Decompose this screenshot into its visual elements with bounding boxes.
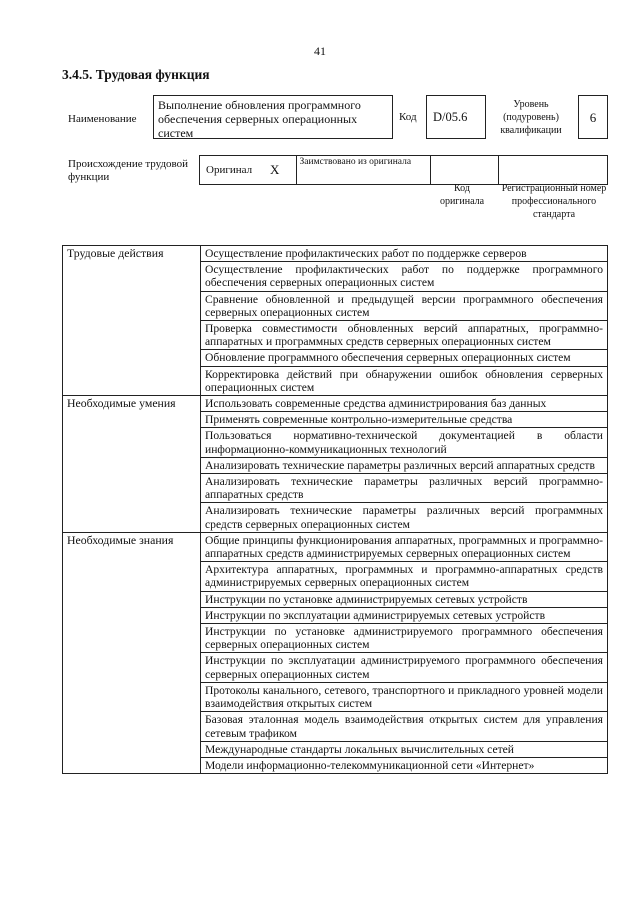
qualification-level-value: 6 bbox=[578, 95, 608, 139]
code-original-cell bbox=[431, 156, 499, 184]
item-cell: Инструкции по эксплуатации администрируемого программного обеспечения серверных операционных систем bbox=[201, 653, 608, 682]
function-table bbox=[62, 245, 608, 774]
item-cell: Сравнение обновленной и предыдущей версии программного обеспечения серверных операционных систем bbox=[201, 291, 608, 320]
origin-label: Происхождение трудовой функции bbox=[68, 158, 189, 183]
item-cell: Базовая эталонная модель взаимодействия открытых систем для управления сетевым трафиком bbox=[201, 712, 608, 741]
page-number: 41 bbox=[314, 44, 326, 58]
item-cell: Проверка совместимости обновленных версий аппаратных, программно-аппаратных и программных средств серверных операционных систем bbox=[201, 321, 608, 350]
reg-number-cell bbox=[499, 156, 607, 184]
item-cell: Общие принципы функционирования аппаратных, программных и программно-аппаратных средств администрируемых серверных операционных систем bbox=[201, 532, 608, 561]
item-cell: Осуществление профилактических работ по поддержке серверов bbox=[201, 246, 608, 262]
item-cell: Международные стандарты локальных вычислительных сетей bbox=[201, 741, 608, 757]
item-cell: Инструкции по установке администрируемых сетевых устройств bbox=[201, 591, 608, 607]
reg-number-label: Регистрационный номер профессионального стандарта bbox=[501, 183, 607, 220]
original-label: Оригинал bbox=[206, 164, 253, 176]
borrowed-label: Заимствовано из оригинала bbox=[297, 156, 431, 184]
item-cell: Корректировка действий при обнаружении ошибок обновления серверных операционных систем bbox=[201, 366, 608, 395]
category-cell: Необходимые знания bbox=[63, 532, 201, 773]
table-row bbox=[63, 396, 608, 412]
qualification-level-label: Уровень (подуровень) квалификации bbox=[500, 99, 562, 136]
code-original-label: Код оригинала bbox=[439, 183, 485, 207]
item-cell: Протоколы канального, сетевого, транспортного и прикладного уровней модели взаимодействия открытых систем bbox=[201, 682, 608, 711]
item-cell: Анализировать технические параметры различных версий программных средств серверных операционных систем bbox=[201, 503, 608, 532]
item-cell: Обновление программного обеспечения серверных операционных систем bbox=[201, 350, 608, 366]
category-cell: Трудовые действия bbox=[63, 246, 201, 396]
section-title: 3.4.5. Трудовая функция bbox=[62, 67, 210, 82]
code-label: Код bbox=[399, 111, 417, 123]
item-cell: Инструкции по установке администрируемого программного обеспечения серверных операционных систем bbox=[201, 624, 608, 653]
item-cell: Анализировать технические параметры различных версий программно-аппаратных средств bbox=[201, 474, 608, 503]
function-code: D/05.6 bbox=[426, 95, 486, 139]
item-cell: Модели информационно-телекоммуникационной сети «Интернет» bbox=[201, 757, 608, 773]
origin-row bbox=[199, 155, 608, 185]
item-cell: Инструкции по эксплуатации администрируемых сетевых устройств bbox=[201, 607, 608, 623]
name-label: Наименование bbox=[68, 113, 137, 125]
item-cell: Пользоваться нормативно-технической документацией в области информационно-коммуникационных технологий bbox=[201, 428, 608, 457]
item-cell: Осуществление профилактических работ по поддержке программного обеспечения серверных операционных систем bbox=[201, 262, 608, 291]
original-mark: X bbox=[270, 162, 280, 177]
item-cell: Анализировать технические параметры различных версий аппаратных средств bbox=[201, 457, 608, 473]
original-cell bbox=[200, 156, 297, 184]
function-name: Выполнение обновления программного обеспечения серверных операционных систем bbox=[153, 95, 393, 139]
category-cell: Необходимые умения bbox=[63, 396, 201, 533]
item-cell: Использовать современные средства администрирования баз данных bbox=[201, 396, 608, 412]
item-cell: Архитектура аппаратных, программных и программно-аппаратных средств администрируемых серверных операционных систем bbox=[201, 562, 608, 591]
table-row bbox=[63, 246, 608, 262]
table-row bbox=[63, 532, 608, 561]
item-cell: Применять современные контрольно-измерительные средства bbox=[201, 412, 608, 428]
